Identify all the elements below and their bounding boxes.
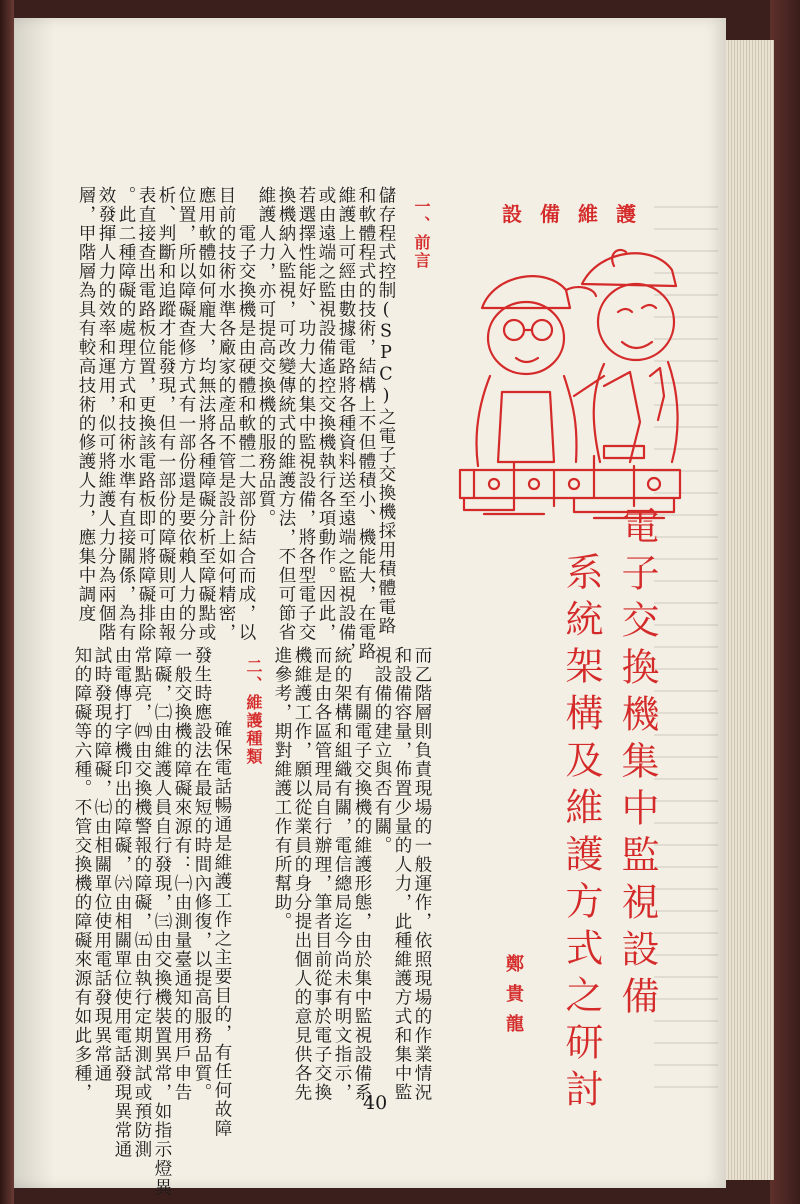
text-column: 層，甲階層為具有較高技術的修護人力，應集中調度 xyxy=(76,186,96,623)
page-number: 40 xyxy=(363,1092,388,1114)
text-column: 確保電話暢通是維護工作之主要目的，有任何故障 xyxy=(212,682,232,1138)
book-binding-left xyxy=(0,0,14,1204)
text-column: 知的障礙等六種。不管交換機的障礙來源有如此多種， xyxy=(72,646,92,1102)
text-column: 機維護工作，願以從業員的身分提出個人的意見供各先 xyxy=(292,646,312,1102)
text-column: 儲存程式控制(SPC)之電子交換機採用積體電路 xyxy=(376,186,396,636)
text-column: 電子交換機是由硬體和軟體二大部份結合而成，以 xyxy=(236,186,256,642)
text-column: 若選擇性能好、功力大的集中監視設備，將各型電子交 xyxy=(296,186,316,642)
text-column: 維護人力，亦可提高交換機的服務品質。 xyxy=(256,186,276,528)
text-column: 表直接查出電路板位置，更換該電路板即可將障礙排除 xyxy=(136,186,156,642)
author-name: 鄭貴龍 xyxy=(503,954,524,1044)
text-column: 。此二種障礙的處理方式和技術水準有直接關係，為有 xyxy=(116,186,136,642)
text-column: 和設備容量，佈置少量的人力，此種維護方式和集中監 xyxy=(392,646,412,1102)
text-column: 位置，所以障礙查修方式有一部份還是要依賴人力的分 xyxy=(176,186,196,642)
article-title-line1: 電子交換機集中監視設備 xyxy=(615,506,659,1023)
text-column: 統的架構和組織有關，電信總局迄今尚未有明文指示， xyxy=(332,646,352,1102)
book-page xyxy=(14,18,726,1197)
text-column: 一般交換機的障礙來源有：㈠由測量臺通知的用戶申告 xyxy=(172,646,192,1102)
text-column: 發生時應設法在最短的時間內修復，以提高服務品質。 xyxy=(192,646,212,1102)
cartoon-illustration xyxy=(454,226,690,528)
text-column: 和軟體程式的技術，結構上不但體積小、機能大，在電路 xyxy=(356,186,376,661)
text-column: 應用軟體如何龐大，均無法將各種障礙分析至障礙點或 xyxy=(196,186,216,642)
text-column: 試時發現的障礙，㈦由相關單位使用電話發現異常通 xyxy=(92,646,112,1083)
text-column: 目前的技術水準各廠家的產品不管是設計上如何精密， xyxy=(216,186,236,642)
upper-text-block xyxy=(60,186,400,661)
text-column: 視設備的建立與否有關。 xyxy=(372,646,392,855)
text-column: 維護上可經由數據電路將各種資料送至遠端之監視設備， xyxy=(336,186,356,661)
text-column: 常點亮，㈣由交換機警報的障礙，㈤由執行定期測試或預防測 xyxy=(132,646,152,1159)
section-banner: 設備維護 xyxy=(502,202,654,226)
gutter-shadow xyxy=(14,18,54,1188)
text-column: 析、判斷和追蹤才能發現，但有一部份的障礙則可由報 xyxy=(156,186,176,642)
text-column: 而乙階層則負責現場的一般運作，依照現場的作業情況 xyxy=(412,646,432,1102)
text-column: 有關電子交換機的維護形態，由於集中監視設備系 xyxy=(352,646,372,1102)
text-column: 效發揮人力的效率和運用，似可將維護人力分為兩個階 xyxy=(96,186,116,642)
book-binding-right xyxy=(770,0,800,1204)
section-heading-maintenance: 二、維護種類 xyxy=(244,658,263,766)
text-column: 而是由各區管理局自行辦理，筆者目前從事於電子交換 xyxy=(312,646,332,1102)
text-column: 障礙，㈡由維護人員自行發現，㈢由交換機裝置異常，如指示燈異 xyxy=(152,646,172,1197)
text-column: 進參考，期對維護工作有所幫助。 xyxy=(272,646,292,931)
article-title-line2: 系統架構及維護方式之研討 xyxy=(559,552,603,1116)
section-heading-intro: 一、前言 xyxy=(412,198,431,270)
text-column: 或由遠端之監視設備遙控交換機執行各項動作。因此， xyxy=(316,186,336,642)
text-column: 由電傳打字機印出的障礙，㈥由相關單位使用電話發現異常通 xyxy=(112,646,132,1159)
text-column: 換機納入監視，可改變傳統式的維護方法，不但可節省 xyxy=(276,186,296,642)
